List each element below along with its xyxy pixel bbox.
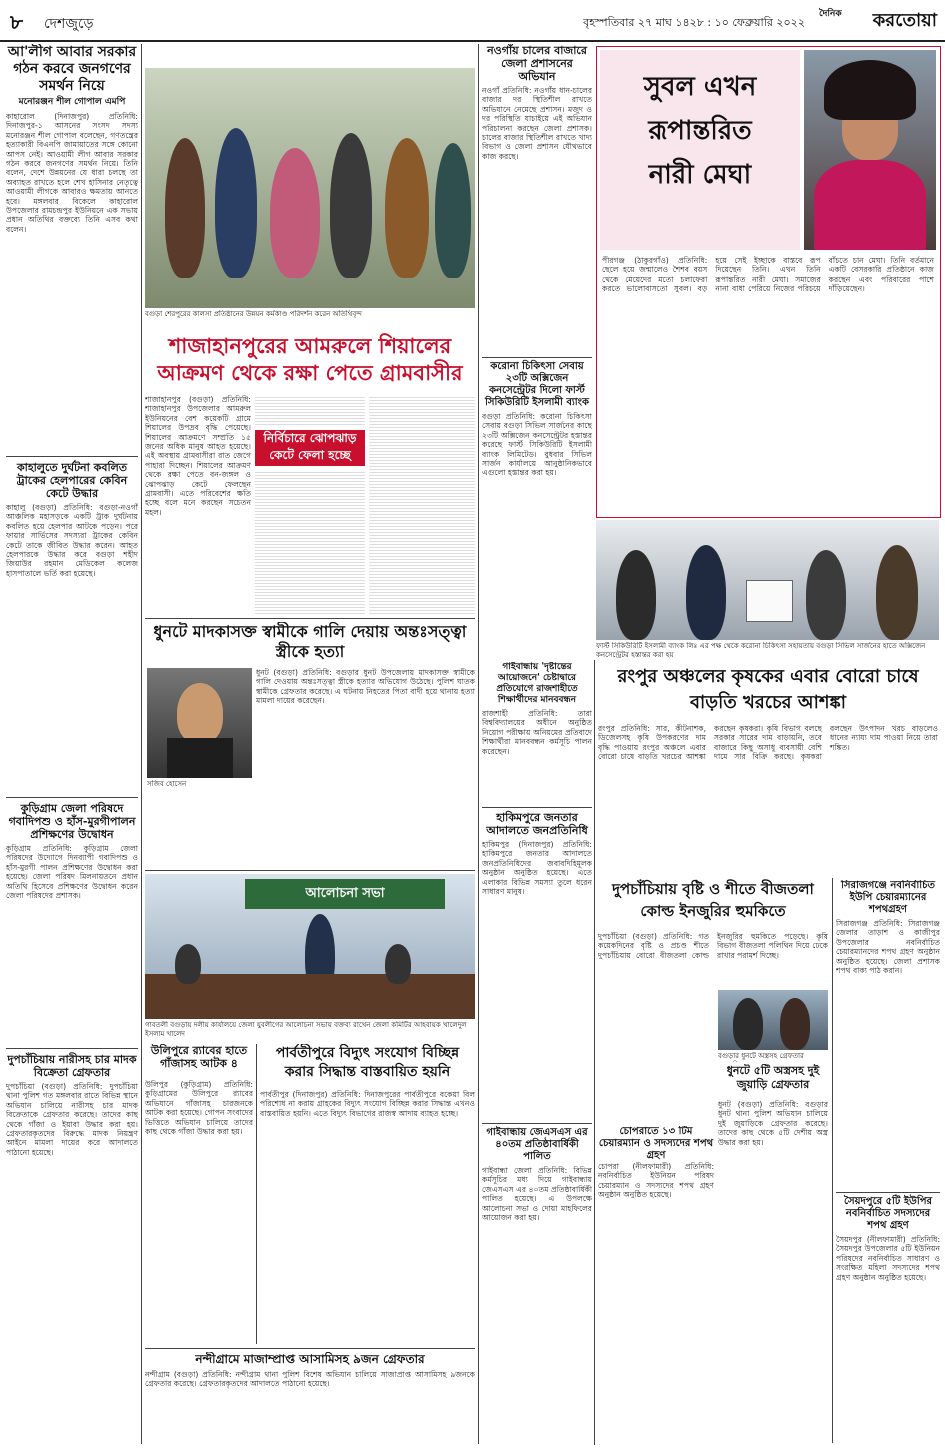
headline-parbatipur: পার্বতীপুরে বিদ্যুৎ সংযোগ বিচ্ছিন্ন করার সিদ্ধান্ত বাস্তবায়িত হয়নি bbox=[275, 1045, 460, 1080]
page-date: বৃহস্পতিবার ২৭ মাঘ ১৪২৮ : ১০ ফেব্রুয়ারি ২০২২ bbox=[583, 16, 805, 29]
headline-nandigram: নন্দীগ্রামে মাজাম্প্রাপ্ত আসামিসহ ৯জন গ্রেফতার bbox=[195, 1352, 425, 1366]
article-text: নওগাঁ প্রতিনিধি: নওগাঁয় ধান-চালের বাজার দর স্থিতিশীল রাখতে অভিযানে নেমেছে প্রশাসন। মজুদ ও দর পরিস্থিতি যাচাইয়ে এই অভিযান পরিচালনা করছেন জেলা প্রশাসক। চালের বাজার স্থিতিশীল রাখতে খাদ্য বিভাগ ও জেলা প্রশাসন যৌথভাবে কাজ করছে। bbox=[482, 86, 592, 161]
column-divider bbox=[832, 878, 833, 1443]
photo-caption: বগুড়ার ধুনটে অস্ত্রসহ গ্রেফতার bbox=[718, 1052, 804, 1060]
photo-caption: সজিব হোসেন bbox=[147, 780, 187, 788]
divider bbox=[145, 618, 475, 619]
feature-article-text: পীরগঞ্জ (ঠাকুরগাঁও) প্রতিনিধি: ছেলে হয়ে জন্মালেও শৈশব বয়স থেকে মেয়েদের মতো চলাফেরা করতে ভালোবাসতো সুবল। বড় হয়ে সেই ইচ্ছাকে বাস্তবে রূপ দিয়েছেন তিনি। এখন তিনি রূপান্তরিত নারী মেঘা। সমাজের নানা বাধা পেরিয়ে নিজের পরিচয়ে বাঁচতে চান মেঘা। তিনি বর্তমানে একটি বেসরকারি প্রতিষ্ঠানে কাজ করছেন এবং পরিবারের পাশে দাঁড়িয়েছেন। bbox=[602, 256, 934, 294]
article-text: সিরাজগঞ্জ প্রতিনিধি: সিরাজগঞ্জ জেলার তাড়াশ ও কাজীপুর উপজেলার নবনির্বাচিত চেয়ারম্যানদের শপথ গ্রহণ অনুষ্ঠান অনুষ্ঠিত হয়েছে। জেলা প্রশাসক শপথ বাক্য পাঠ করান। bbox=[836, 919, 940, 976]
column-divider bbox=[256, 1044, 257, 1344]
headline-kurigram: কুড়িগ্রাম জেলা পরিষদে গবাদিপশু ও হাঁস-মুরগীপালন প্রশিক্ষণের উদ্বোধন bbox=[8, 802, 136, 841]
article-text: কাহালু (বগুড়া) প্রতিনিধি: বগুড়া-নওগাঁ আঞ্চলিক মহাসড়কে একটি ট্রাক দুর্ঘটনায় কবলিত হয়ে হেলপার আটকে পড়েন। পরে ফায়ার সার্ভিসের সদস্যরা ট্রাকের কেবিন কেটে তাকে জীবিত উদ্ধার করেন। আহত হেলপারকে উদ্ধার করে বগুড়া শহীদ জিয়াউর রহমান মেডিকেল কলেজ হাসপাতালে ভর্তি করা হয়েছে। bbox=[6, 503, 138, 578]
article-text: কাহারোল (দিনাজপুর) প্রতিনিধি: দিনাজপুর-১ আসনের সংসদ সদস্য মনোরঞ্জন শীল গোপাল বলেছেন, গণতন্ত্রের হত্যাকারী বিএনপি জামায়াতের সঙ্গে কোনো আপস নেই। আওয়ামী লীগ আবার সরকার গঠন করবে জনগণের সমর্থন নিয়ে। তিনি বলেন, দেশে উন্নয়নের যে ধারা চলছে তা অব্যাহত রাখতে হলে শেখ হাসিনার নেতৃত্বে আওয়ামী লীগকে আবারও ক্ষমতায় আনতে হবে। মঙ্গলবার বিকেলে কাহারোল উপজেলার রামচন্দ্রপুর ইউনিয়নে এক সভায় প্রধান অতিথির বক্তব্যে তিনি এসব কথা বলেন। bbox=[6, 112, 138, 234]
article-text: ধুনট (বগুড়া) প্রতিনিধি: বগুড়ার ধুনট থানা পুলিশ অভিযান চালিয়ে দুই জুয়াড়িকে গ্রেফতার করেছে। তাদের কাছ থেকে ৫টি দেশীয় অস্ত্র উদ্ধার করা হয়। bbox=[718, 1100, 828, 1147]
article-text: চোপরা (নীলফামারী) প্রতিনিধি: নবনির্বাচিত ইউনিয়ন পরিষদ চেয়ারম্যান ও সদস্যদের শপথ গ্রহণ অনুষ্ঠান অনুষ্ঠিত হয়েছে। bbox=[598, 1162, 714, 1200]
meeting-photo bbox=[145, 874, 475, 1019]
article-text: সৈয়দপুর (নীলফামারী) প্রতিনিধি: সৈয়দপুর উপজেলার ৫টি ইউনিয়ন পরিষদের নবনির্বাচিত সাধারণ ও সংরক্ষিত মহিলা সদস্যদের শপথ গ্রহণ অনুষ্ঠান অনুষ্ঠিত হয়েছে। bbox=[836, 1235, 940, 1282]
column-3-lower bbox=[482, 662, 592, 1442]
sub-headline-band: নির্বিচারে ঝোপঝাড় কেটে ফেলা হচ্ছে bbox=[255, 430, 365, 466]
article-text: রংপুর প্রতিনিধি: সার, কীটনাশক, ডিজেলসহ কৃষি উপকরণের দাম বৃদ্ধি পাওয়ায় রংপুর অঞ্চলে এবার বোরো চাষে বাড়তি খরচের আশঙ্কা করছেন কৃষকরা। কৃষি বিভাগ বলছে সরকার সারের দাম বাড়ায়নি, তবে বাজারে কিছু অসাধু ব্যবসায়ী বেশি দামে সার বিক্রি করছে। কৃষকরা বলছেন উৎপাদন খরচ বাড়লেও ধানের ন্যায্য দাম পাওয়া নিয়ে তারা শঙ্কিত। bbox=[598, 724, 938, 762]
article-text: দুপচাঁচিয়া (বগুড়া) প্রতিনিধি: দুপচাঁচিয়া থানা পুলিশ গত মঙ্গলবার রাতে বিভিন্ন স্থানে অভিযান চালিয়ে নারীসহ চার মাদক বিক্রেতাকে গ্রেফতার করেছে। তাদের কাছ থেকে গাঁজা ও ইয়াবা উদ্ধার করা হয়। গ্রেফতারকৃতদের বিরুদ্ধে মাদক নিয়ন্ত্রণ আইনে মামলা দায়ের করে আদালতে পাঠানো হয়েছে। bbox=[6, 1082, 138, 1157]
feature-portrait-photo bbox=[804, 50, 936, 250]
photo-caption: বগুড়া শেরপুরের কালসা প্রতিষ্ঠানের উন্নয়ন কর্মকাণ্ড পরিদর্শন করেন অতিথিবৃন্দ bbox=[145, 310, 362, 318]
divider bbox=[145, 1348, 475, 1349]
article-text: বগুড়া প্রতিনিধি: করোনা চিকিৎসা সেবায় বগুড়া সিভিল সার্জনের কাছে ২৩টি অক্সিজেন কনসেন্ট্রেটর হস্তান্তর করেছে ফার্স্ট সিকিউরিটি ইসলামী ব্যাংক লিমিটেড। বুধবার সিভিল সার্জন কার্যালয়ে আনুষ্ঠানিকভাবে এগুলো হস্তান্তর করা হয়। bbox=[482, 412, 592, 478]
page-number: ৮ bbox=[10, 10, 23, 34]
article-text: রাজশাহী প্রতিনিধি: তারা বিশ্ববিদ্যালয়ের অধীনে অনুষ্ঠিত নিয়োগ পরীক্ষায় অনিয়মের প্রতিবাদে শিক্ষার্থীরা মানববন্ধন কর্মসূচি পালন করেছেন। bbox=[482, 709, 592, 756]
headline-naogaon: নওগাঁয় চালের বাজারে জেলা প্রশাসনের অভিযান bbox=[487, 44, 587, 83]
article-text: ধুনট (বগুড়া) প্রতিনিধি: বগুড়ার ধুনট উপজেলায় মাদকাসক্ত স্বামীকে গালি দেওয়ায় অন্তঃসত্ত্বা স্ত্রীকে হত্যার অভিযোগ উঠেছে। পুলিশ ঘাতক স্বামীকে গ্রেফতার করেছে। এ ঘটনায় নিহতের পিতা বাদী হয়ে থানায় হত্যা মামলা দায়ের করেছেন। bbox=[256, 668, 475, 706]
meeting-banner: আলোচনা সভা bbox=[245, 879, 445, 909]
page-header bbox=[0, 0, 945, 42]
column-3 bbox=[482, 44, 592, 744]
headline-ulipur: উলিপুরে র‍্যাবের হাতে গাঁজাসহ আটক ৪ bbox=[150, 1044, 248, 1070]
headline-sirajganj: সিরাজগঞ্জে নবনির্বাচিত ইউপি চেয়ারম্যানের শপথগ্রহণ bbox=[840, 880, 935, 915]
article-text: হাকিমপুর (দিনাজপুর) প্রতিনিধি: হাকিমপুরে জনতার আদালতে জনপ্রতিনিধিদের জবাবদিহিমূলক অনুষ্ঠান অনুষ্ঠিত হয়েছে। এতে এলাকার বিভিন্ন সমস্যা তুলে ধরেন সাধারণ মানুষ। bbox=[482, 840, 592, 897]
article-text: পার্বতীপুর (দিনাজপুর) প্রতিনিধি: দিনাজপুরের পার্বতীপুরে বকেয়া বিল পরিশোধ না করায় গ্রাহকের বিদ্যুৎ সংযোগ বিচ্ছিন্ন করার সিদ্ধান্ত এখনও বাস্তবায়িত হয়নি। এতে বিদ্যুৎ বিভাগের রাজস্ব আদায় ব্যাহত হচ্ছে। bbox=[260, 1090, 475, 1118]
feature-title-2: রূপান্তরিত bbox=[648, 116, 752, 146]
divider bbox=[145, 870, 475, 871]
newspaper-logo bbox=[819, 6, 937, 34]
headline-saidpur: সৈয়দপুরে ৫টি ইউপির নবনির্বাচিত সদস্যদের শপথ গ্রহণ bbox=[843, 1196, 932, 1231]
article-text: গাইবান্ধা জেলা প্রতিনিধি: বিভিন্ন কর্মসূচির মধ্য দিয়ে গাইবান্ধায় জেএসএস এর ৪০তম প্রতিষ্ঠাবার্ষিকী পালিত হয়েছে। এ উপলক্ষে আলোচনা সভা ও দোয়া মাহফিলের আয়োজন করা হয়। bbox=[482, 1166, 592, 1223]
feature-title-panel bbox=[600, 50, 800, 250]
column-divider bbox=[478, 44, 479, 1444]
rally-photo bbox=[145, 68, 475, 308]
headline-cold-injury: দুপচাঁচিয়ায় বৃষ্টি ও শীতে বীজতলা কোল্ড ইনজুরির হুমকিতে bbox=[612, 880, 814, 920]
feature-title-1: সুবল এখন bbox=[643, 72, 757, 102]
headline-hakimpur: হাকিমপুরে জনতার আদালতে জনপ্রতিনিধি bbox=[486, 811, 588, 837]
main-headline: শাজাহানপুরের আমরুলে শিয়ালের আক্রমণ থেকে রক্ষা পেতে গ্রামবাসীর bbox=[157, 333, 463, 385]
byline: মনোরঞ্জন শীল গোপাল এমপি bbox=[18, 97, 126, 107]
column-1 bbox=[6, 44, 138, 1444]
logo-prefix: দৈনিক bbox=[819, 9, 842, 19]
arrested-photo bbox=[718, 990, 828, 1050]
photo-caption: গাবতলী বগুড়ায় দলীয় কার্যালয়ে জেলা যুবলীগের আলোচনা সভায় বক্তব্য রাখেন জেলা কমিটির আহবায়ক খালেদুল ইসলাম খালেদ bbox=[145, 1021, 467, 1038]
victim-photo bbox=[147, 668, 252, 778]
column-5 bbox=[836, 880, 940, 1440]
headline-kahalu: কাহালুতে দুর্ঘটনা কবলিত ট্রাকের হেলপারের কেবিন কেটে উদ্ধার bbox=[16, 461, 128, 500]
column-divider bbox=[141, 44, 142, 1444]
headline-dhunat-gamblers: ধুনটে ৫টি অস্ত্রসহ দুই জুয়াড়ি গ্রেফতার bbox=[726, 1064, 820, 1091]
headline-rajshahi: গাইবান্ধায় 'দৃষ্টান্তের আয়োজনে' চেষ্টাদ্বারে প্রতিযোগে রাজশাহীতে শিক্ষার্থীদের মানববন্ধন bbox=[496, 662, 578, 705]
text-block bbox=[369, 395, 475, 615]
handover-photo bbox=[596, 520, 939, 640]
article-text: শাজাহানপুর (বগুড়া) প্রতিনিধি: শাজাহানপুর উপজেলার আমরুল ইউনিয়নের বেশ কয়েকটি গ্রামে শিয়ালের উপদ্রব বৃদ্ধি পেয়েছে। শিয়ালের আক্রমণে সম্প্রতি ১৫ জনের অধিক মানুষ আহত হয়েছে। এই অবস্থায় গ্রামবাসীরা রাত জেগে পাহারা দিচ্ছেন। শিয়ালের আক্রমণ থেকে রক্ষা পেতে বন-জঙ্গল ও ঝোপঝাড় কেটে ফেলছেন গ্রামবাসী। এতে পরিবেশের ক্ষতি হচ্ছে বলে মনে করছেন সচেতন মহল। bbox=[145, 395, 251, 517]
headline-oxygen: করোনা চিকিৎসা সেবায় ২৩টি অক্সিজেন কনসেন্ট্রেটর দিলো ফার্স্ট সিকিউরিটি ইসলামী ব্যাংক bbox=[485, 361, 589, 408]
feature-title-3: নারী মেঘা bbox=[648, 160, 752, 190]
column-divider bbox=[594, 660, 595, 1445]
article-text: নন্দীগ্রাম (বগুড়া) প্রতিনিধি: নন্দীগ্রাম থানা পুলিশ বিশেষ অভিযান চালিয়ে সাজাপ্রাপ্ত আসামিসহ ৯জনকে গ্রেফতার করেছে। গ্রেফতারকৃতদের আদালতে পাঠানো হয়েছে। bbox=[145, 1370, 475, 1389]
photo-caption: ফার্স্ট সিকিউরিটি ইসলামী ব্যাংক লিঃ এর পক্ষ থেকে করোনা চিকিৎসা সহায়তায় বগুড়া সিভিল সার্জনের হাতে অক্সিজেন কনসেন্ট্রেটর হস্তান্তর করা হয় bbox=[596, 642, 926, 659]
headline-gaibandha: গাইবান্ধায় জেএসএস এর ৪০তম প্রতিষ্ঠাবার্ষিকী পালিত bbox=[486, 1127, 588, 1162]
headline-awami-league: আ'লীগ আবার সরকার গঠন করবে জনগণের সমর্থন নিয়ে bbox=[7, 44, 137, 94]
headline-rangpur: রংপুর অঞ্চলের কৃষকের এবার বোরো চাষে বাড়তি খরচের আশঙ্কা bbox=[617, 666, 919, 713]
section-name: দেশজুড়ে bbox=[44, 16, 94, 32]
headline-chopra-oath: চোপরাতে ১৩ টিম চেয়ারম্যান ও সদস্যদের শপথ গ্রহণ bbox=[598, 1126, 714, 1160]
headline-dhunat-murder: ধুনটে মাদকাসক্ত স্বামীকে গালি দেয়ায় অন্তঃসত্ত্বা স্ত্রীকে হত্যা bbox=[153, 622, 467, 661]
headline-dupchanchia: দুপচাঁচিয়ায় নারীসহ চার মাদক বিক্রেতা গ্রেফতার bbox=[7, 1053, 137, 1079]
article-text: কুড়িগ্রাম প্রতিনিধি: কুড়িগ্রাম জেলা পরিষদের উদ্যোগে দিনব্যাপী গবাদিপশু ও হাঁস-মুরগী পালন প্রশিক্ষণের উদ্বোধন করা হয়েছে। জেলা পরিষদ মিলনায়তনে প্রধান অতিথি হিসেবে প্রশিক্ষণের উদ্বোধন করেন জেলা পরিষদের প্রশাসক। bbox=[6, 844, 138, 901]
text-block bbox=[255, 470, 365, 615]
logo-text: করতোয়া bbox=[872, 10, 937, 31]
article-text: উলিপুর (কুড়িগ্রাম) প্রতিনিধি: কুড়িগ্রামের উলিপুরে র‍্যাবের অভিযানে গাঁজাসহ চারজনকে আটক করা হয়েছে। গোপন সংবাদের ভিত্তিতে অভিযান চালিয়ে তাদের কাছ থেকে গাঁজা উদ্ধার করা হয়। bbox=[145, 1080, 253, 1137]
text-block bbox=[255, 395, 365, 425]
article-text: দুপচাঁচিয়া (বগুড়া) প্রতিনিধি: গত কয়েকদিনের বৃষ্টি ও প্রচণ্ড শীতে দুপচাঁচিয়ায় বোরো বীজতলা কোল্ড ইনজুরির হুমকিতে পড়েছে। কৃষি বিভাগ বীজতলা পলিথিন দিয়ে ঢেকে রাখার পরামর্শ দিচ্ছে। bbox=[598, 932, 828, 960]
